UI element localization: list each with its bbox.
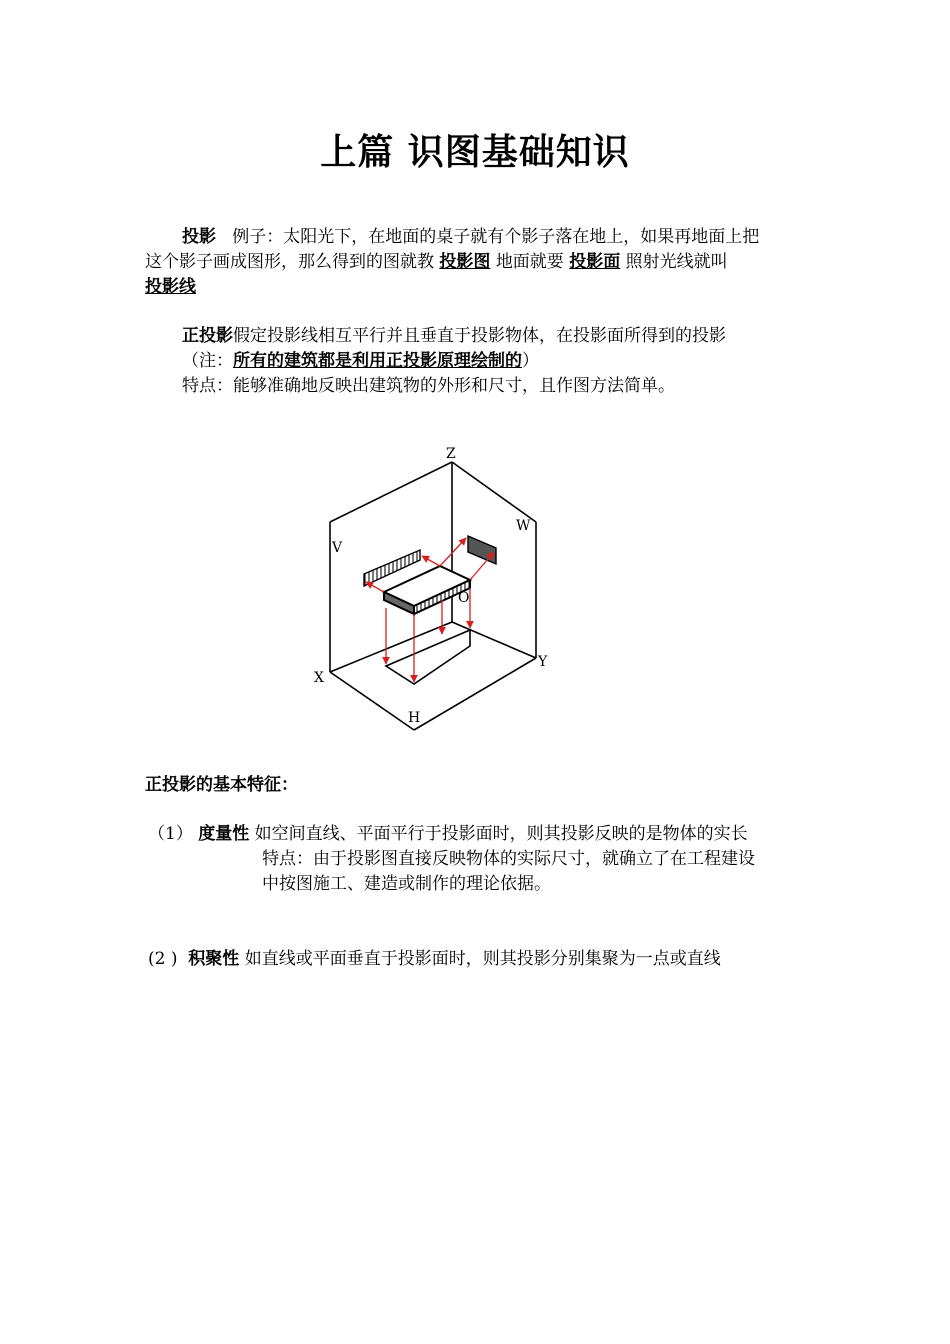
term-projection-figure: 投影图 [439,252,491,272]
orthographic-feature: 特点：能够准确地反映出建筑物的外形和尺寸，且作图方法简单。 [182,376,675,396]
label-v: V [332,540,343,556]
w-projection [468,536,496,564]
feature-1-line-1 [148,822,748,846]
term-projection-line: 投影线 [145,277,196,297]
projection-line-2 [145,250,728,274]
note-text: 所有的建筑都是利用正投影原理绘制的 [233,351,522,371]
basic-features-heading: 正投影的基本特征： [145,775,298,795]
feature-2-number: (2 ) [148,949,178,969]
projection-line-1 [182,225,759,249]
feature-1-line-3: 中按图施工、建造或制作的理论依据。 [262,874,551,894]
note-close: ） [522,351,539,371]
label-z: Z [446,446,456,462]
page-title: 上篇 识图基础知识 [320,132,630,173]
projection-text-a: 这个影子画成图形，那么得到的图就教 [145,252,434,272]
orthographic-note [182,349,539,373]
h-projection [386,630,470,684]
feature-2-text: 如直线或平面垂直于投影面时，则其投影分别集聚为一点或直线 [244,949,721,969]
projection-example: 例子：太阳光下，在地面的桌子就有个影子落在地上，如果再地面上把 [232,227,760,247]
feature-1-number: （1） [148,824,193,844]
label-x: X [314,670,324,686]
projection-text-b: 地面就要 [495,252,564,272]
projection-term: 投影 [182,227,216,247]
projection-text-c: 照射光线就叫 [625,252,728,272]
projection-diagram [300,440,560,740]
orthographic-definition: 假定投影线相互平行并且垂直于投影物体，在投影面所得到的投影 [233,326,726,346]
label-o: O [458,590,470,606]
orthographic-term: 正投影 [182,326,233,346]
feature-1-term: 度量性 [198,824,250,844]
feature-2-line-1 [148,947,721,971]
label-y: Y [538,654,548,670]
projector-lines [366,538,494,682]
feature-1-text: 如空间直线、平面平行于投影面时，则其投影反映的是物体的实长 [254,824,748,844]
note-open: （注： [182,351,233,371]
projection-line-3 [145,275,196,299]
orthographic-line-1 [182,324,726,348]
term-projection-plane: 投影面 [569,252,621,272]
label-w: W [516,518,531,534]
label-h: H [408,710,421,726]
feature-1-line-2: 特点：由于投影图直接反映物体的实际尺寸，就确立了在工程建设 [262,849,755,869]
feature-2-term: 积聚性 [188,949,240,969]
